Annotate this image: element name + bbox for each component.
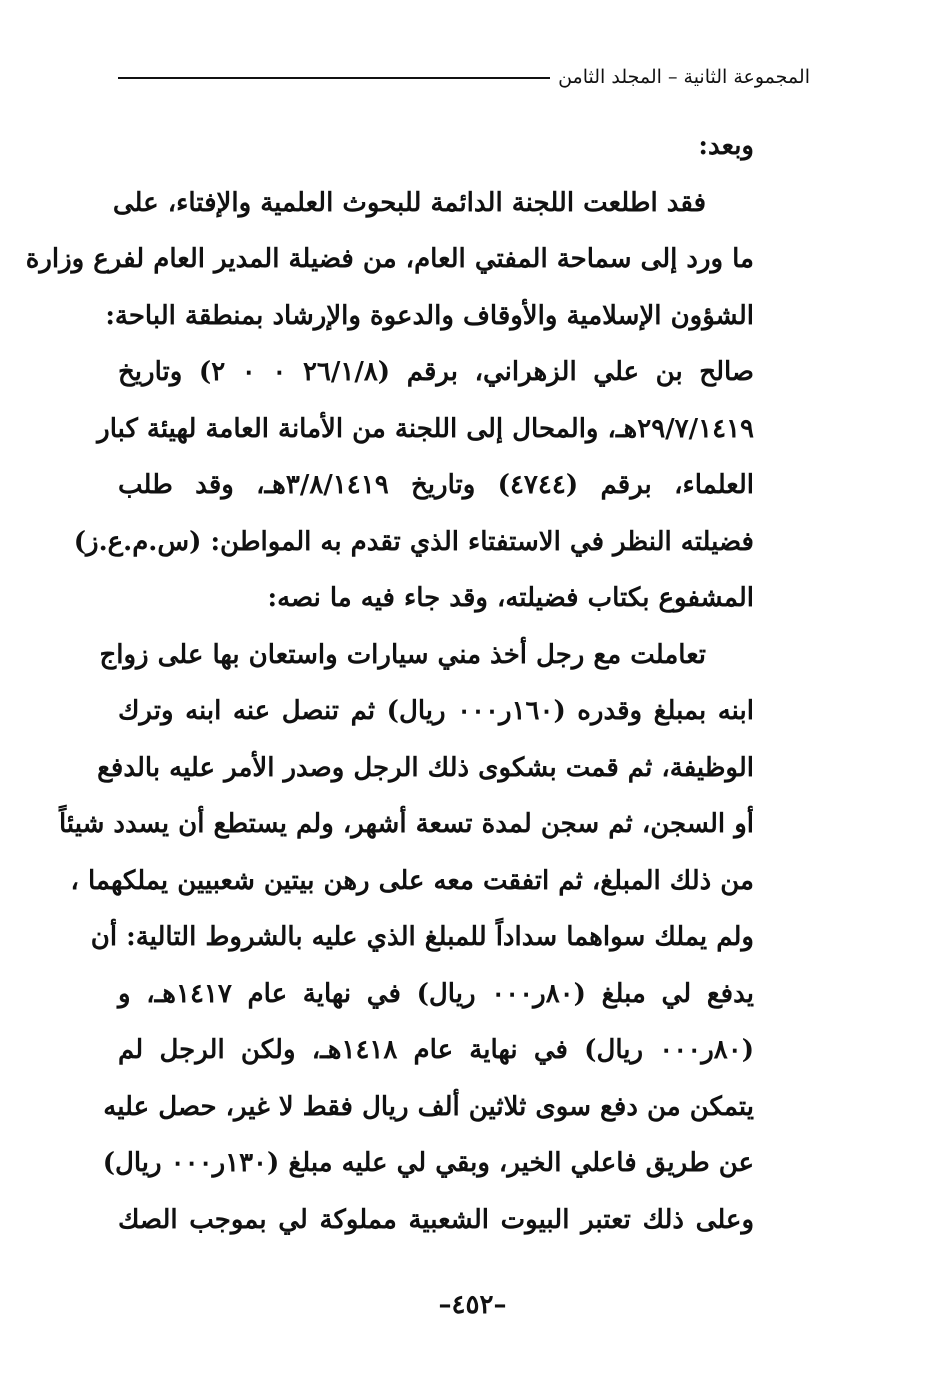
body-line: ٢٩/٧/١٤١٩هـ، والمحال إلى اللجنة من الأمانة العامة لهيئة كبار (97, 413, 754, 444)
body-line: ما ورد إلى سماحة المفتي العام، من فضيلة المدير العام لفرع وزارة (25, 244, 754, 274)
body-line: وعلى ذلك تعتبر البيوت الشعبية مملوكة لي بموجب الصك (118, 1204, 754, 1235)
body-line: يتمكن من دفع سوى ثلاثين ألف ريال فقط لا غير، حصل عليه (103, 1091, 754, 1122)
body-line: ولم يملك سواهما سداداً للمبلغ الذي عليه بالشروط التالية: أن (90, 922, 754, 952)
body-text (25, 118, 754, 1248)
body-line: فقد اطلعت اللجنة الدائمة للبحوث العلمية والإفتاء، على (112, 187, 706, 218)
body-line: تعاملت مع رجل أخذ مني سيارات واستعان بها على زواج (99, 639, 706, 670)
body-line: أو السجن، ثم سجن لمدة تسعة أشهر، ولم يستطع أن يسدد شيئاً (58, 809, 754, 839)
body-line: يدفع لي مبلغ (٨٠ر٠٠٠ ريال) في نهاية عام ١٤١٧هـ، و (118, 978, 754, 1009)
body-line-opening: وبعد: (698, 131, 754, 161)
page-number: –٤٥٢– (438, 1290, 507, 1320)
running-header (118, 62, 810, 92)
body-line: (٨٠ر٠٠٠ ريال) في نهاية عام ١٤١٨هـ، ولكن الرجل لم (118, 1035, 754, 1065)
body-line: ابنه بمبلغ وقدره (١٦٠ر٠٠٠ ريال) ثم تنصل عنه ابنه وترك (118, 696, 754, 726)
header-rule (118, 77, 550, 79)
body-line: المشفوع بكتاب فضيلته، وقد جاء فيه ما نصه: (267, 583, 754, 613)
body-line: الشؤون الإسلامية والأوقاف والدعوة والإرشاد بمنطقة الباحة: (105, 300, 754, 331)
header-title: المجموعة الثانية – المجلد الثامن (558, 66, 810, 88)
body-line: عن طريق فاعلي الخير، وبقي لي عليه مبلغ (١٣٠ر٠٠٠ ريال) (102, 1148, 754, 1178)
body-line: من ذلك المبلغ، ثم اتفقت معه على رهن بيتين شعبيين يملكهما ، (70, 865, 754, 896)
body-line: الوظيفة، ثم قمت بشكوى ذلك الرجل وصدر الأمر عليه بالدفع (97, 752, 754, 783)
body-line: صالح بن علي الزهراني، برقم (٢٦/١/٨ ٠ ٠ ٢) وتاريخ (118, 357, 754, 387)
body-line: العلماء، برقم (٤٧٤٤) وتاريخ ٣/٨/١٤١٩هـ، وقد طلب (118, 470, 754, 500)
body-line: فضيلته النظر في الاستفتاء الذي تقدم به المواطن: (س.م.ع.ز) (73, 526, 754, 557)
